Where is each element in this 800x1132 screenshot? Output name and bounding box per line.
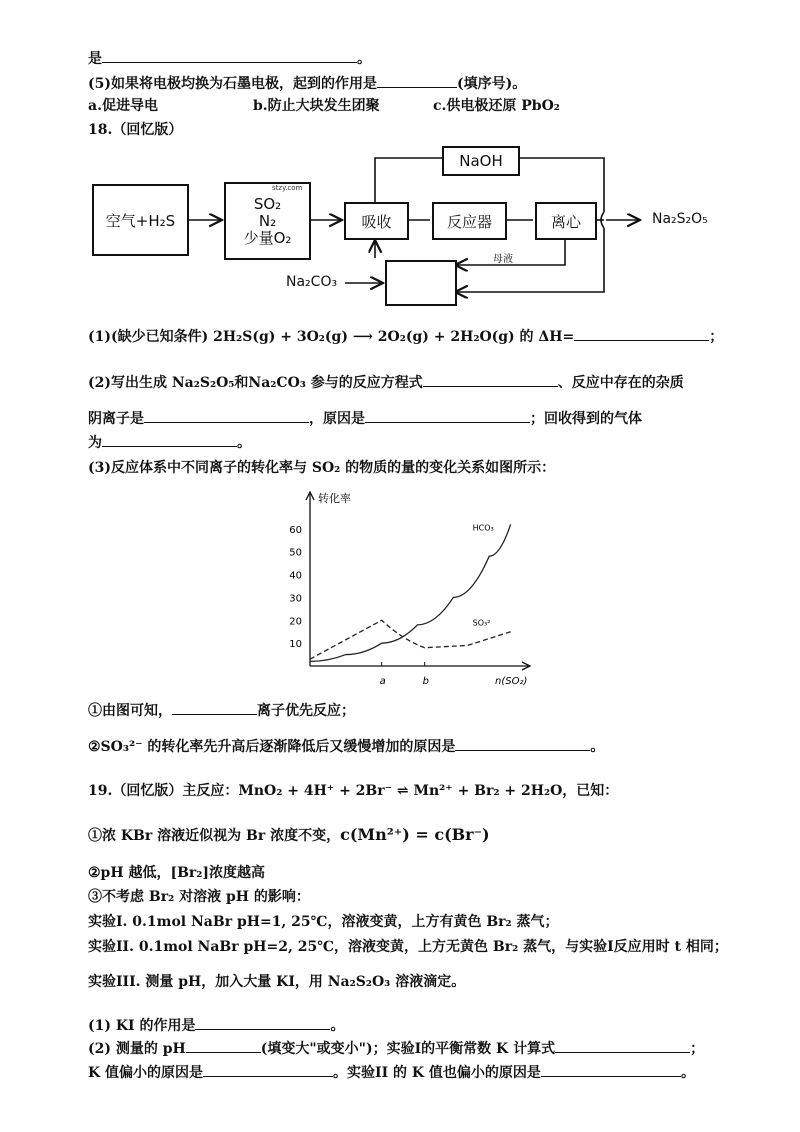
- answer-blank[interactable]: [377, 73, 457, 88]
- x-tick-label: a: [379, 676, 386, 687]
- q19-ans3: [88, 1062, 695, 1082]
- q17-line-0: [88, 48, 371, 68]
- answer-blank[interactable]: [102, 48, 357, 63]
- box-centrifuge: 离心: [535, 202, 597, 240]
- line-naoh-left: [375, 158, 442, 202]
- text: (填变大"或变小")；实验I的平衡常数 K 计算式: [260, 1041, 556, 1057]
- answer-blank[interactable]: [195, 1015, 330, 1030]
- text: (1) KI 的作用是: [88, 1018, 196, 1034]
- q18-part1: [88, 326, 723, 346]
- text: K 值偏小的原因是: [88, 1065, 204, 1081]
- y-tick-label: 10: [289, 639, 302, 651]
- q19-known-3: ③不考虑 Br₂ 对溶液 pH 的影响：: [88, 889, 310, 905]
- q18-sub1: [88, 700, 355, 720]
- q19-exp2: 实验II. 0.1mol NaBr pH=2, 25℃，溶液变黄，上方无黄色 Br₂ 蒸气，与实验I反应用时 t 相同；: [88, 939, 728, 955]
- reaction-equation: MnO₂ + 4H⁺ + 2Br⁻ ⇌ Mn²⁺ + Br₂ + 2H₂O: [238, 783, 563, 799]
- box-air-h2s: 空气+H₂S: [92, 184, 189, 256]
- answer-blank[interactable]: [172, 700, 257, 715]
- q17-option-b: b.防止大块发生团聚: [253, 98, 380, 114]
- box-reactor: 反应器: [432, 202, 507, 240]
- text: 离子优先反应；: [257, 703, 355, 719]
- box-gas-mixture: [224, 182, 311, 260]
- text: ①由图可知，: [88, 703, 172, 719]
- text: 、反应中存在的杂质: [557, 375, 684, 391]
- box-absorb: 吸收: [344, 202, 409, 240]
- y-tick-label: 20: [289, 616, 302, 628]
- q19-known-2: ②pH 越低，[Br₂]浓度越高: [88, 865, 266, 881]
- text: ；回收得到的气体: [530, 411, 642, 427]
- text: (2) 测量的 pH: [88, 1041, 186, 1057]
- question-text: (2)写出生成 Na₂S₂O₅和Na₂CO₃ 参与的反应方程式: [88, 375, 423, 391]
- series-label: SO₃²: [472, 618, 491, 628]
- gas-o2: 少量O₂: [243, 228, 292, 247]
- answer-blank[interactable]: [574, 326, 709, 341]
- answer-blank[interactable]: [102, 432, 237, 447]
- y-tick-label: 50: [289, 547, 302, 559]
- equation: c(Mn²⁺) = c(Br⁻): [340, 825, 490, 844]
- question-title: 19.（回忆版）主反应：: [88, 783, 239, 799]
- q17-option-a: a.促进导电: [88, 98, 158, 114]
- box-naoh: NaOH: [442, 146, 520, 176]
- feed-label: Na₂CO₃: [286, 274, 338, 290]
- answer-blank[interactable]: [144, 408, 309, 423]
- q18-part2-line3: [88, 432, 251, 452]
- q18-part2-line1: [88, 372, 684, 392]
- y-axis-label: 转化率: [318, 492, 351, 505]
- text: 。: [357, 51, 371, 67]
- x-axis-label: n(SO₂): [495, 676, 528, 687]
- text: ；: [709, 329, 724, 345]
- answer-blank[interactable]: [186, 1038, 261, 1053]
- answer-blank[interactable]: [203, 1062, 333, 1077]
- q17-option-c: c.供电极还原 PbO₂: [433, 98, 560, 114]
- text: 。: [590, 739, 605, 755]
- y-tick-label: 60: [289, 524, 302, 536]
- answer-blank[interactable]: [555, 1038, 690, 1053]
- gas-so2: SO₂: [253, 194, 282, 213]
- watermark: stzy.com: [272, 184, 303, 192]
- x-tick-label: b: [422, 676, 430, 687]
- text: 阴离子是: [88, 411, 144, 427]
- question-text: (5)如果将电极均换为石墨电极，起到的作用是: [88, 76, 377, 92]
- answer-blank[interactable]: [541, 1062, 681, 1077]
- q17-part5: [88, 73, 526, 93]
- y-tick-label: 30: [289, 593, 302, 605]
- q18-title: 18.（回忆版）: [88, 122, 183, 138]
- text: 。实验II 的 K 值也偏小的原因是: [333, 1065, 541, 1081]
- text: ，已知：: [562, 783, 619, 799]
- q18-sub2: [88, 736, 604, 756]
- answer-blank[interactable]: [455, 736, 590, 751]
- gas-n2: N₂: [258, 211, 277, 230]
- text: ①浓 KBr 溶液近似视为 Br 浓度不变，: [88, 828, 341, 844]
- text: (填序号)。: [457, 76, 527, 92]
- q19-ans1: [88, 1015, 344, 1035]
- q18-part3: (3)反应体系中不同离子的转化率与 SO₂ 的物质的量的变化关系如图所示：: [88, 460, 556, 476]
- mother-liquor-label: 母液: [493, 254, 513, 265]
- q19-ans2: [88, 1038, 704, 1058]
- box-unlabeled: [385, 260, 457, 306]
- q19-exp1: 实验I. 0.1mol NaBr pH=1, 25℃，溶液变黄，上方有黄色 Br₂ 蒸气；: [88, 914, 559, 930]
- conversion-chart: [270, 488, 540, 693]
- q18-part2-line2: [88, 408, 642, 428]
- text: 。: [680, 1065, 695, 1081]
- y-tick-label: 40: [289, 570, 302, 582]
- text: 是: [88, 51, 102, 67]
- product-label: Na₂S₂O₅: [652, 211, 708, 227]
- text: ②SO₃²⁻ 的转化率先升高后逐渐降低后又缓慢增加的原因是: [88, 739, 456, 755]
- text: ，原因是: [309, 411, 365, 427]
- question-text: (1)(缺少已知条件) 2H₂S(g) + 3O₂(g) ⟶ 2O₂(g) + 2H₂O(g) 的 ΔH=: [88, 329, 575, 345]
- answer-blank[interactable]: [365, 408, 530, 423]
- series-label: HCO₃: [472, 523, 494, 533]
- text: 。: [237, 435, 251, 451]
- q19-exp3: 实验III. 测量 pH，加入大量 KI，用 Na₂S₂O₃ 溶液滴定。: [88, 974, 466, 990]
- q19-title: [88, 782, 618, 800]
- text: 为: [88, 435, 102, 451]
- text: 。: [330, 1018, 345, 1034]
- q19-known-1: [88, 826, 490, 845]
- answer-blank[interactable]: [423, 372, 558, 387]
- text: ；: [690, 1041, 705, 1057]
